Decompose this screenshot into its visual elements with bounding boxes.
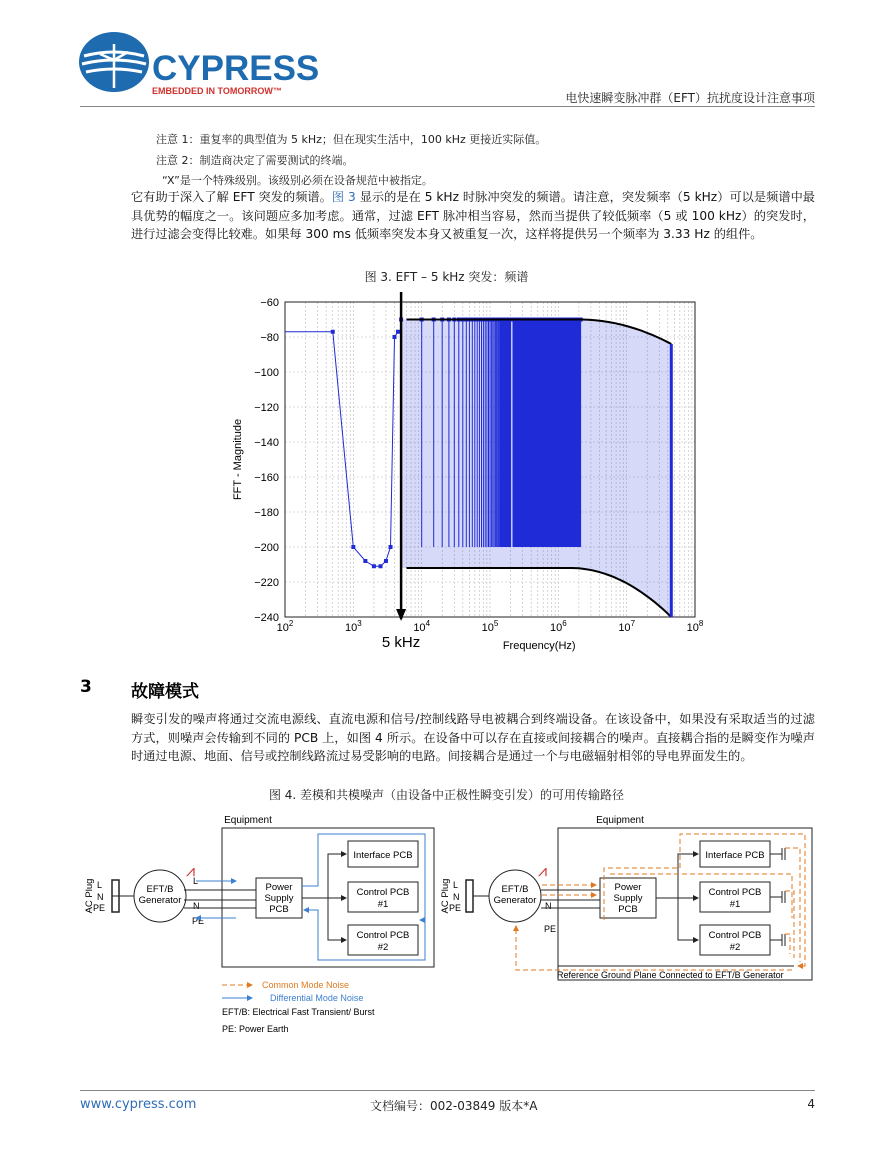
y-tick-label: −180 bbox=[254, 507, 279, 519]
footer-doc-number: 文档编号：002-03849 版本*A bbox=[370, 1099, 538, 1113]
line-PE-label-left: PE bbox=[93, 903, 106, 913]
brand-name: CYPRESS bbox=[152, 49, 320, 88]
equipment-label-right: Equipment bbox=[596, 815, 644, 826]
y-tick-label: −240 bbox=[254, 612, 279, 624]
figure4-caption: 图 4. 差模和共模噪声（由设备中正极性瞬变引发）的可用传输路径 bbox=[268, 788, 625, 802]
section-title: 故障模式 bbox=[131, 682, 199, 702]
series-line bbox=[285, 332, 398, 567]
footer-rule bbox=[80, 1090, 815, 1091]
paragraph-spectrum bbox=[131, 188, 815, 244]
annotation-arrow-head bbox=[396, 609, 406, 621]
x-tick-label: $10^4$ bbox=[413, 619, 431, 634]
x-tick-label: $10^2$ bbox=[276, 619, 294, 634]
svg-text:Supply: Supply bbox=[613, 893, 643, 904]
figure3-caption: 图 3. EFT – 5 kHz 突发：频谱 bbox=[364, 270, 529, 284]
note-1: 注意 1：重复率的典型值为 5 kHz；但在现实生活中，100 kHz 更接近实际值。 bbox=[156, 133, 547, 146]
y-tick-label: −200 bbox=[254, 542, 279, 554]
series-marker bbox=[331, 330, 335, 334]
doc-title: 电快速瞬变脉冲群（EFT）抗扰度设计注意事项 bbox=[565, 91, 815, 105]
svg-text:Control PCB: Control PCB bbox=[356, 887, 410, 898]
svg-text:N: N bbox=[453, 892, 460, 902]
x-tick-label: $10^7$ bbox=[618, 619, 636, 634]
svg-text:L: L bbox=[453, 880, 459, 890]
note-3: “X”是一个特殊级别。该级别必须在设备规范中被指定。 bbox=[162, 174, 433, 187]
footer-url-link[interactable]: www.cypress.com bbox=[80, 1097, 197, 1112]
definition-pe: PE: Power Earth bbox=[222, 1024, 289, 1034]
svg-text:Power: Power bbox=[614, 882, 642, 893]
svg-text:N: N bbox=[545, 901, 552, 911]
legend-differential-mode: Differential Mode Noise bbox=[270, 993, 364, 1003]
paragraph-spectrum-a: 它有助于深入了解 EFT 突发的频谱。 bbox=[131, 190, 332, 204]
footer-page-number: 4 bbox=[807, 1097, 815, 1111]
series-marker bbox=[384, 559, 388, 563]
x-tick-label: $10^6$ bbox=[549, 619, 567, 634]
annotation-label: 5 kHz bbox=[381, 634, 421, 651]
svg-text:Control PCB: Control PCB bbox=[708, 887, 762, 898]
x-tick-label: $10^5$ bbox=[481, 619, 499, 634]
line-N-label-left: N bbox=[97, 892, 104, 902]
svg-text:Interface PCB: Interface PCB bbox=[705, 850, 765, 861]
svg-text:PCB: PCB bbox=[269, 904, 289, 915]
x-axis-label: Frequency(Hz) bbox=[502, 640, 576, 652]
svg-text:Generator: Generator bbox=[493, 895, 537, 906]
y-tick-label: −140 bbox=[254, 437, 279, 449]
x-tick-label: $10^3$ bbox=[344, 619, 362, 634]
noise-path-diagram bbox=[80, 808, 820, 1043]
line-L-label-left: L bbox=[97, 880, 103, 890]
header-rule bbox=[80, 106, 815, 107]
svg-text:Supply: Supply bbox=[264, 893, 294, 904]
svg-text:AC Plug: AC Plug bbox=[440, 878, 451, 914]
series-marker bbox=[396, 330, 400, 334]
svg-text:#1: #1 bbox=[377, 899, 389, 910]
series-marker bbox=[363, 559, 367, 563]
paragraph-spectrum-b: 显示的是在 5 kHz 时脉冲突发的频谱。请注意，突发频率（5 kHz）可以是频谱中最具优势的幅度之一。该问题应多加考虑。通常，过滤 EFT 脉冲相当容易，然而当提供了较低频率（5 或 100 kHz）的突发时，进行过滤会变得比较难。如果每 300 ms 低频率突发本身又被重复一次，这样将提供另一个频率为 3.33 Hz 的组件。 bbox=[131, 190, 815, 241]
svg-text:Interface PCB: Interface PCB bbox=[353, 850, 413, 861]
cypress-logo bbox=[78, 30, 320, 104]
series-marker bbox=[372, 564, 376, 568]
section-number: 3 bbox=[80, 677, 92, 697]
paragraph-failure-modes: 瞬变引发的噪声将通过交流电源线、直流电源和信号/控制线路导电被耦合到终端设备。在该设备中，如果没有采取适当的过滤方式，则噪声会传输到不同的 PCB 上，如图 4 所示。在设备中可以存在直接或间接耦合的噪声。直接耦合指的是瞬变作为噪声时通过电源、地面、信号或控制线路流过易受影响的电路。间接耦合是通过一个与电磁辐射相邻的导电界面发生的。 bbox=[131, 712, 815, 763]
definition-eft: EFT/B: Electrical Fast Transient/ Burst bbox=[222, 1007, 375, 1017]
legend-common-mode: Common Mode Noise bbox=[262, 980, 350, 990]
series-marker bbox=[351, 545, 355, 549]
y-tick-label: −160 bbox=[254, 472, 279, 484]
reference-ground-label: Reference Ground Plane Connected to EFT/B Generator bbox=[557, 970, 784, 980]
svg-text:L: L bbox=[193, 876, 199, 886]
svg-text:Control PCB: Control PCB bbox=[356, 930, 410, 941]
svg-text:PE: PE bbox=[192, 916, 205, 926]
svg-text:#1: #1 bbox=[729, 899, 741, 910]
svg-text:#2: #2 bbox=[729, 942, 741, 953]
svg-text:PCB: PCB bbox=[618, 904, 638, 915]
equipment-label-left: Equipment bbox=[224, 815, 272, 826]
svg-text:Control PCB: Control PCB bbox=[708, 930, 762, 941]
common-mode-diagram bbox=[440, 815, 812, 980]
generator-label-1: EFT/B bbox=[146, 884, 174, 895]
svg-text:⩘: ⩘ bbox=[538, 863, 548, 880]
svg-text:#2: #2 bbox=[377, 942, 389, 953]
y-tick-label: −60 bbox=[260, 297, 279, 309]
y-tick-label: −120 bbox=[254, 402, 279, 414]
svg-text:PE: PE bbox=[544, 924, 557, 934]
figure3-link[interactable]: 图 3 bbox=[331, 190, 356, 204]
generator-label-2: Generator bbox=[138, 895, 182, 906]
y-axis-label: FFT - Magnitude bbox=[232, 418, 244, 501]
series-marker bbox=[389, 545, 393, 549]
svg-text:PE: PE bbox=[449, 903, 462, 913]
harmonic-band bbox=[401, 320, 671, 618]
differential-mode-diagram bbox=[84, 815, 434, 1034]
y-tick-label: −80 bbox=[260, 332, 279, 344]
note-2: 注意 2：制造商决定了需要测试的终端。 bbox=[156, 154, 354, 167]
x-tick-label: $10^8$ bbox=[686, 619, 704, 634]
equipment-box-right bbox=[558, 828, 812, 980]
y-tick-label: −100 bbox=[254, 367, 279, 379]
series-marker bbox=[379, 564, 383, 568]
svg-text:EFT/B: EFT/B bbox=[501, 884, 529, 895]
ac-plug-label-left: AC Plug bbox=[84, 878, 95, 914]
spectrum-chart bbox=[225, 290, 725, 660]
y-tick-label: −220 bbox=[254, 577, 279, 589]
svg-text:⩘: ⩘ bbox=[186, 863, 196, 880]
series-marker bbox=[392, 335, 396, 339]
brand-tagline: EMBEDDED IN TOMORROW™ bbox=[152, 86, 282, 96]
svg-text:Power: Power bbox=[265, 882, 293, 893]
svg-text:N: N bbox=[193, 901, 200, 911]
